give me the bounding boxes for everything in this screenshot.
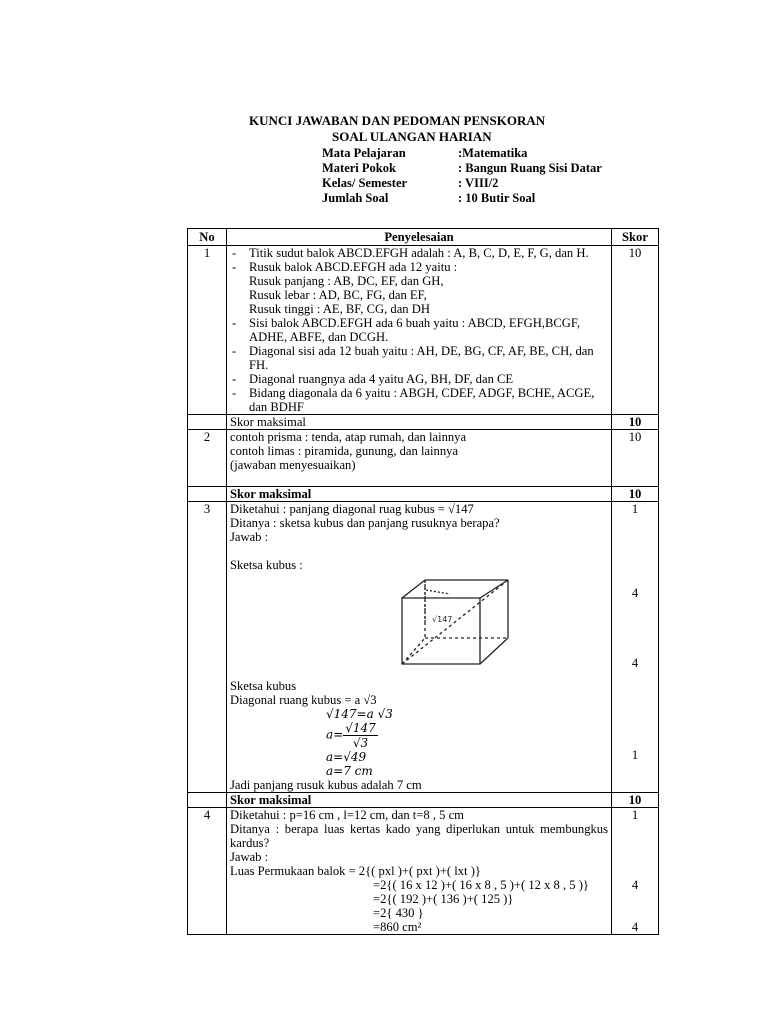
q1-item: - Rusuk balok ABCD.EFGH ada 12 yaitu : Rusuk panjang : AB, DC, EF, dan GH, Rusuk lebar : AD, BC, FG, dan EF, Rusuk tinggi : AE, BF, CG, dan DH: [230, 260, 608, 316]
q2-solution: contoh prisma : tenda, atap rumah, dan lainnya contoh limas : piramida, gunung, dan lainnya (jawaban menyesuaikan): [227, 430, 612, 487]
meta-kelas-semester: Kelas/ Semester : VIII/2: [322, 176, 499, 190]
q4-score: 1 4 4: [612, 808, 659, 935]
q2-score: 10: [612, 430, 659, 487]
q3-number: 3: [188, 502, 227, 793]
q1-max-score: 10: [612, 415, 659, 430]
meta-jumlah-soal: Jumlah Soal : 10 Butir Soal: [322, 191, 536, 205]
sketch-note: √147: [432, 615, 453, 624]
header-no: No: [188, 229, 227, 246]
q4-solution: Diketahui : p=16 cm , l=12 cm, dan t=8 , 5 cm Ditanya : berapa luas kertas kado yang diperlukan untuk membungkus kardus? Jawab : Luas Permukaan balok = 2{( pxl )+( pxt )+( lxt )} =2{( 16 x 12 )+( 16 x 8 , 5 )+( 12 x 8 , 5 )} =2{( 192 )+( 136 )+( 125 )} =2{ 430 } =860 cm²: [227, 808, 612, 935]
table-header-row: [188, 229, 659, 246]
q1-item: - Bidang diagonala da 6 yaitu : ABGH, CDEF, ADGF, BCHE, ACGE, dan BDHF: [230, 386, 608, 414]
table-row-q2-max: [188, 487, 659, 502]
header-skor: Skor: [612, 229, 659, 246]
q1-score: 10: [612, 246, 659, 415]
answer-key-table: [187, 228, 659, 935]
q1-item: - Diagonal sisi ada 12 buah yaitu : AH, DE, BG, CF, AF, BE, CH, dan FH.: [230, 344, 608, 372]
q3-solution: Diketahui : panjang diagonal ruag kubus = √147 Ditanya : sketsa kubus dan panjang rusuknya berapa? Jawab : Sketsa kubus : √147 Sketsa kubus Diagonal ruang kubus = a √3 √147=a √3 a= $\frac{√147}{√3}$ a=√49 a=7 cm Jadi panjang rusuk kubus adalah 7 cm: [227, 502, 612, 793]
q1-max-label: Skor maksimal: [227, 415, 612, 430]
q2-max-score: 10: [612, 487, 659, 502]
doc-title: KUNCI JAWABAN DAN PEDOMAN PENSKORAN: [249, 113, 546, 128]
q4-number: 4: [188, 808, 227, 935]
meta-mata-pelajaran: Mata Pelajaran :Matematika: [322, 146, 528, 160]
q2-number: 2: [188, 430, 227, 487]
q3-max-label: Skor maksimal: [227, 793, 612, 808]
q1-item: - Diagonal ruangnya ada 4 yaitu AG, BH, DF, dan CE: [230, 372, 608, 386]
table-row-q3-max: [188, 793, 659, 808]
table-row-q4: [188, 808, 659, 935]
q1-item: - Titik sudut balok ABCD.EFGH adalah : A, B, C, D, E, F, G, dan H.: [230, 246, 608, 260]
table-row-q3: [188, 502, 659, 793]
q1-number: 1: [188, 246, 227, 415]
q3-max-score: 10: [612, 793, 659, 808]
header-penyelesaian: Penyelesaian: [227, 229, 612, 246]
meta-materi-pokok: Materi Pokok : Bangun Ruang Sisi Datar: [322, 161, 602, 175]
table-row-q1: [188, 246, 659, 415]
table-row-q1-max: [188, 415, 659, 430]
q1-solution: [227, 246, 612, 415]
q2-max-label: Skor maksimal: [227, 487, 612, 502]
q3-score: 1 4 4 1: [612, 502, 659, 793]
q1-item: - Sisi balok ABCD.EFGH ada 6 buah yaitu : ABCD, EFGH,BCGF, ADHE, ABFE, dan DCGH.: [230, 316, 608, 344]
doc-subtitle: SOAL ULANGAN HARIAN: [332, 129, 492, 144]
cube-sketch-image: [390, 576, 518, 670]
table-row-q2: [188, 430, 659, 487]
